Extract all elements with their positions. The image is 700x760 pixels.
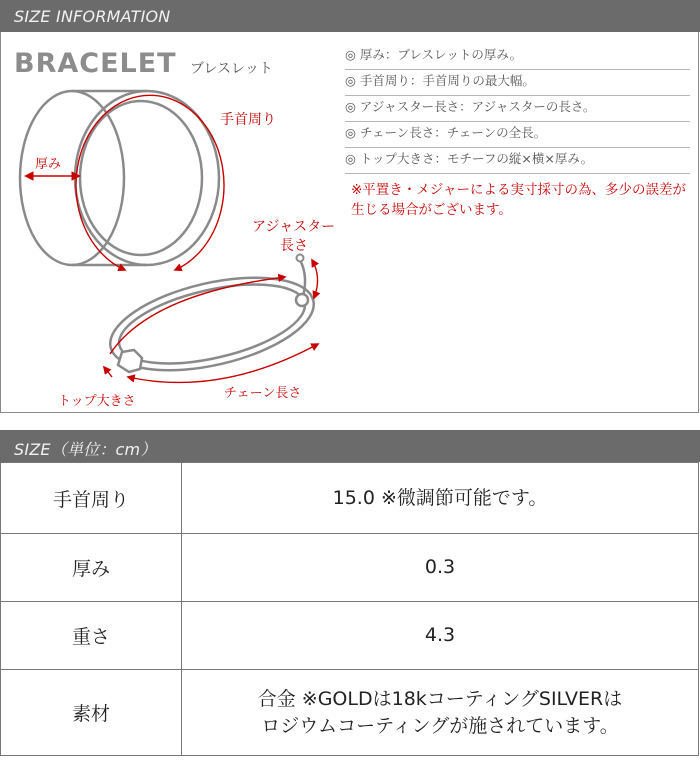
size-information-title: SIZE INFORMATION [14, 7, 171, 26]
size-header [0, 430, 700, 462]
size-information-header [0, 0, 700, 32]
notes-list [345, 44, 690, 174]
measurement-warning: ※平置き・メジャーによる実寸採寸の為、多少の誤差が生じる場合がございます。 [351, 182, 687, 218]
note-item: ◎ トップ大きさ：モチーフの縦×横×厚み。 [345, 148, 690, 174]
clasp-icon [296, 294, 308, 306]
row-label-wrist: 手首周り [1, 463, 182, 533]
bangle-illustration [20, 91, 219, 265]
label-adjuster-2: 長さ [280, 238, 308, 254]
row-label-weight: 重さ [1, 602, 182, 669]
product-title: BRACELET [14, 48, 177, 79]
top-size-arrow [104, 367, 112, 377]
row-value-weight [182, 602, 698, 669]
chain-arrow-top [110, 277, 285, 354]
table-row [1, 463, 698, 533]
label-top: トップ大きさ [58, 394, 136, 409]
value-line: 4.3 [424, 624, 456, 646]
note-item: ◎ チェーン長さ：チェーンの全長。 [345, 122, 690, 148]
table-row [1, 669, 698, 755]
top-motif-icon [118, 350, 142, 372]
row-value-thickness [182, 534, 698, 601]
table-row [1, 601, 698, 669]
size-header-title: SIZE（単位：cm） [14, 440, 157, 459]
value-line: 0.3 [424, 556, 456, 578]
value-line: 合金 ※GOLDは18kコーティングSILVERは [257, 687, 623, 710]
bracelet-diagram [0, 32, 345, 412]
row-label-thickness: 厚み [1, 534, 182, 601]
value-line: 15.0 ※微調節可能です。 [332, 486, 548, 509]
note-item: ◎ アジャスター長さ：アジャスターの長さ。 [345, 96, 690, 122]
note-item: ◎ 厚み：ブレスレットの厚み。 [345, 44, 690, 70]
row-value-material [182, 670, 698, 755]
label-adjuster-1: アジャスター [252, 219, 336, 235]
product-subtitle: ブレスレット [190, 61, 273, 77]
value-line: ロジウムコーティングが施されています。 [261, 714, 619, 737]
row-value-wrist [182, 463, 698, 533]
note-item: ◎ 手首周り：手首周りの最大幅。 [345, 70, 690, 96]
adjuster-ring [297, 255, 304, 262]
adjuster-arrow [312, 260, 318, 298]
table-row [1, 533, 698, 601]
size-table [0, 462, 699, 756]
row-label-material: 素材 [1, 670, 182, 755]
label-chain: チェーン長さ [224, 386, 302, 401]
label-thickness: 厚み [35, 157, 62, 172]
label-wrist: 手首周り [220, 112, 276, 128]
